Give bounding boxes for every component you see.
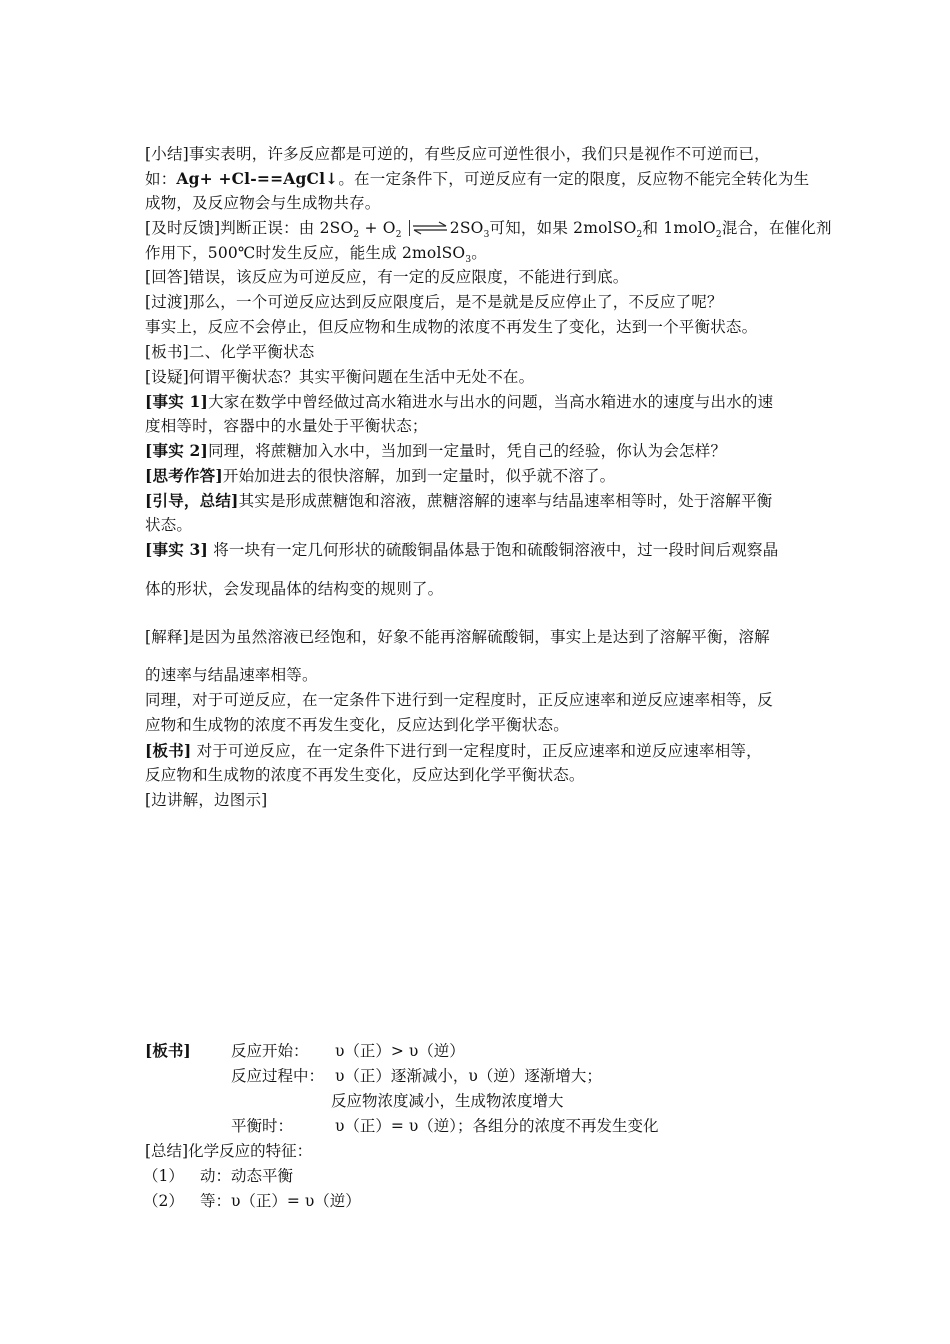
summary-paragraph-line3: 成物，及反应物会与生成物共存。	[145, 194, 381, 212]
think-answer-line: [思考作答]开始加进去的很快溶解，加到一定量时，似乎就不溶了。	[145, 466, 616, 485]
feedback-line2: 作用下，500℃时发生反应，能生成 2molSO$_3$。	[145, 244, 487, 265]
fact-statement-line: 事实上，反应不会停止，但反应物和生成物的浓度不再发生了变化，达到一个平衡状态。	[145, 318, 758, 336]
summary-item1-num: （1）	[143, 1167, 184, 1185]
similarly-line2: 应物和生成物的浓度不再发生变化，反应达到化学平衡状态。	[145, 716, 569, 734]
transition-line: [过渡]那么，一个可逆反应达到反应限度后，是不是就是反应停止了，不反应了呢？	[145, 293, 723, 311]
guide-summary-line2: 状态。	[145, 516, 193, 534]
board-row4-value: υ（正）= υ（逆）；各组分的浓度不再发生变化	[335, 1117, 659, 1135]
board-row1-label: 反应开始：	[231, 1042, 309, 1060]
guide-summary-line1: [引导，总结]其实是形成蔗糖饱和溶液，蔗糖溶解的速率与结晶速率相等时，处于溶解平衡	[145, 491, 773, 510]
board-tag: [板书]	[145, 1041, 191, 1060]
explain-line2: 的速率与结晶速率相等。	[145, 666, 318, 684]
fact2-line: [事实 2]同理，将蔗糖加入水中，当加到一定量时，凭自己的经验，你认为会怎样？	[145, 441, 727, 460]
board-row1-value: υ（正）> υ（逆）	[335, 1042, 465, 1060]
fact1-line1: [事实 1]大家在数学中曾经做过高水箱进水与出水的问题，当高水箱进水的速度与出水的速	[145, 392, 774, 411]
similarly-line1: 同理，对于可逆反应，在一定条件下进行到一定程度时，正反应速率和逆反应速率相等，反	[145, 691, 774, 709]
explain-illustrate-line: [边讲解，边图示]	[145, 791, 268, 809]
board-row2-label: 反应过程中：	[231, 1067, 325, 1085]
summary-title: [总结]化学反应的特征：	[145, 1142, 313, 1160]
agcl-equation: Ag+ +Cl-==AgCl↓	[176, 169, 339, 188]
fact3-line1: [事实 3] 将一块有一定几何形状的硫酸铜晶体悬于饱和硫酸铜溶液中，过一段时间后观察晶	[145, 540, 779, 559]
summary-item2-num: （2）	[143, 1192, 184, 1210]
fact3-line2: 体的形状，会发现晶体的结构变的规则了。	[145, 580, 444, 598]
board-heading-line: [板书]二、化学平衡状态	[145, 343, 315, 361]
board-row3-value: 反应物浓度减小，生成物浓度增大	[331, 1092, 564, 1110]
fact1-line2: 度相等时，容器中的水量处于平衡状态；	[145, 417, 428, 435]
answer-line: [回答]错误，该反应为可逆反应，有一定的反应限度，不能进行到底。	[145, 268, 629, 286]
question-line: [设疑]何谓平衡状态？其实平衡问题在生活中无处不在。	[145, 368, 535, 386]
board-definition-line2: 反应物和生成物的浓度不再发生变化，反应达到化学平衡状态。	[145, 766, 585, 784]
board-definition-line1: [板书] 对于可逆反应，在一定条件下进行到一定程度时，正反应速率和逆反应速率相等，	[145, 741, 762, 760]
feedback-line1: [及时反馈]判断正误：由 $2SO_2 + O_2$ $2SO_3$可知，如果 2molSO$_2$和 1molO$_2$混合，在催化剂	[145, 219, 832, 240]
summary-item2: 等：υ（正）= υ（逆）	[200, 1192, 361, 1210]
summary-paragraph-line1: [小结]事实表明，许多反应都是可逆的，有些反应可逆性很小，我们只是视作不可逆而已，	[145, 145, 770, 163]
reversible-arrow-icon	[409, 220, 448, 236]
summary-item1: 动：动态平衡	[200, 1167, 294, 1185]
board-row2-value: υ（正）逐渐减小，υ（逆）逐渐增大；	[335, 1067, 602, 1085]
explain-line1: [解释]是因为虽然溶液已经饱和，好象不能再溶解硫酸铜，事实上是达到了溶解平衡，溶解	[145, 628, 770, 646]
board-row4-label: 平衡时：	[231, 1117, 294, 1135]
summary-paragraph-line2: 如：Ag+ +Cl-==AgCl↓。在一定条件下，可逆反应有一定的限度，反应物不能完全转化为生	[145, 169, 810, 188]
